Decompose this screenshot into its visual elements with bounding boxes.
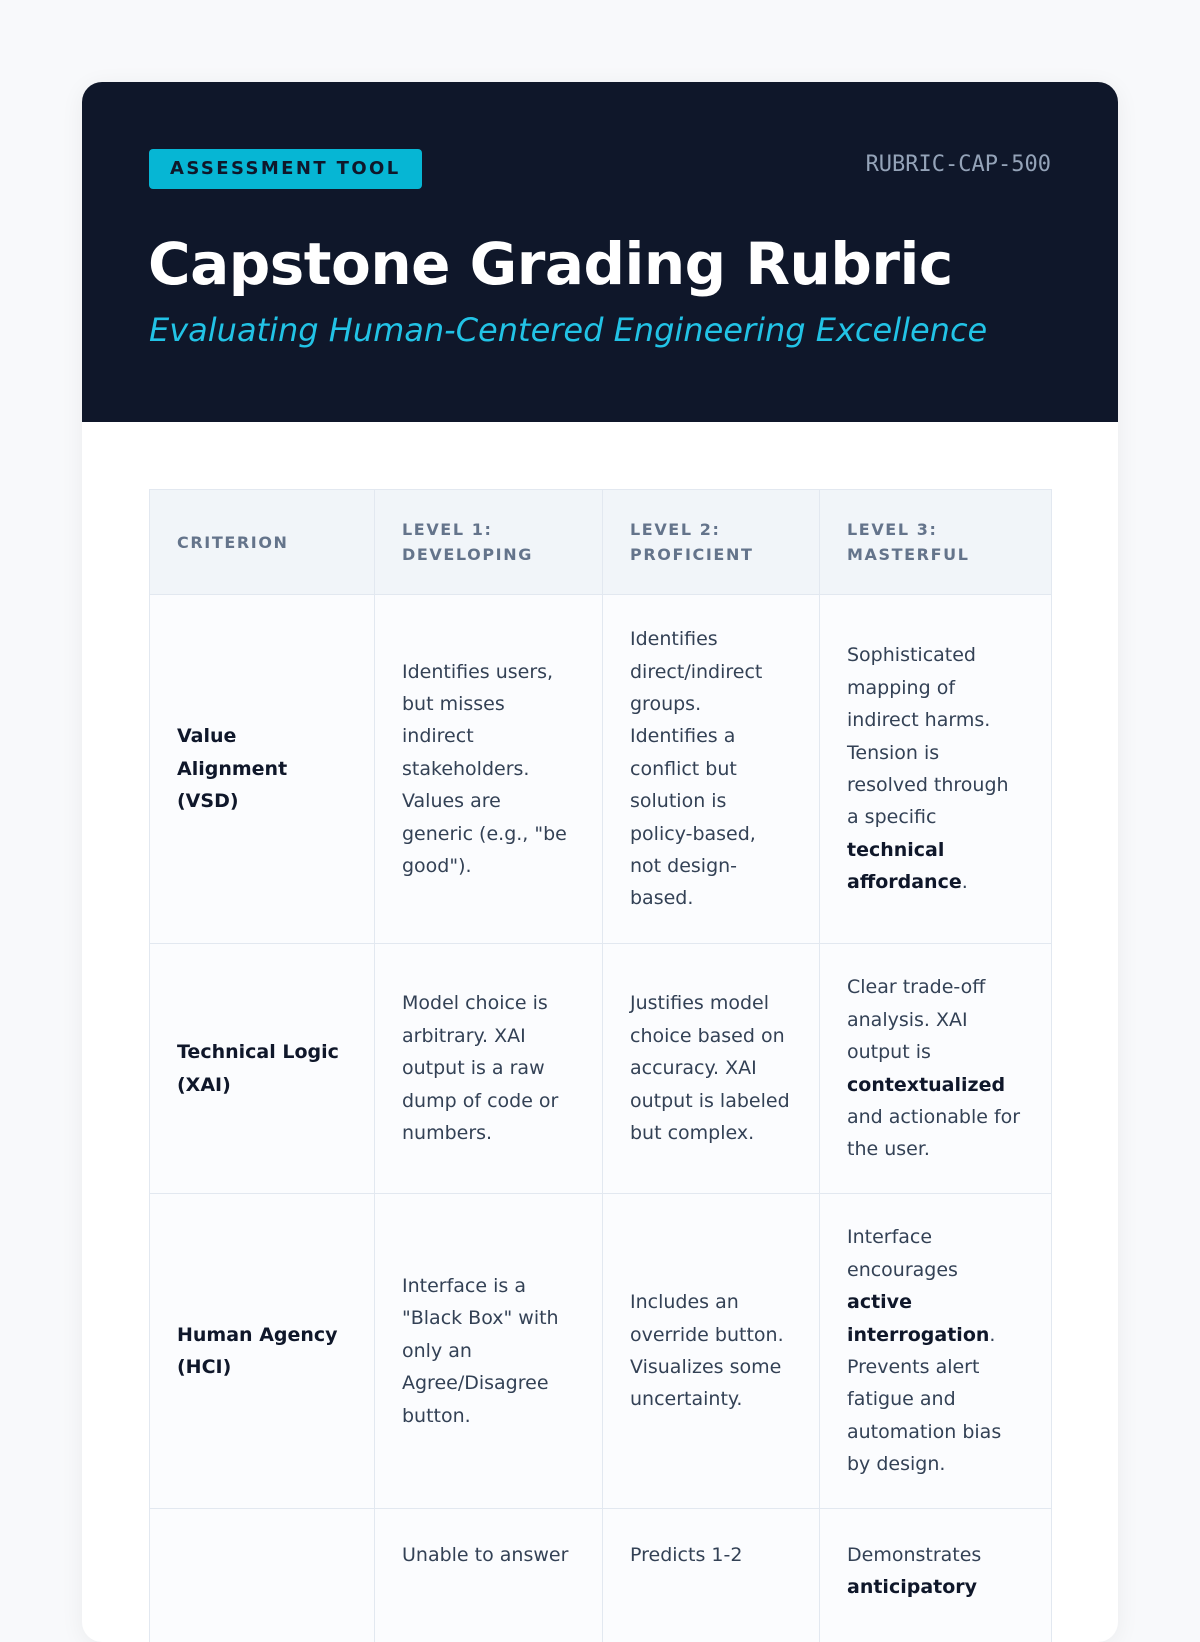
level-3-text: Sophisticated mapping of indirect harms. Tension is resolved through a specific [847, 644, 1009, 828]
level-2-cell: Justifies model choice based on accuracy. XAI output is labeled but complex. [603, 944, 820, 1194]
column-header-level-1: LEVEL 1: DEVELOPING [375, 490, 603, 595]
rubric-card [82, 82, 1118, 1642]
table-row [150, 944, 1052, 1194]
level-2-cell: Includes an override button. Visualizes some uncertainty. [603, 1194, 820, 1509]
level-1-cell: Unable to answer [375, 1509, 603, 1642]
level-3-text: Demonstrates [847, 1544, 981, 1566]
level-3-cell [820, 1194, 1052, 1509]
level-3-text-end: . [962, 871, 968, 893]
level-3-emphasis: contextualized [847, 1074, 1005, 1096]
level-2-cell: Identifies direct/indirect groups. Identifies a conflict but solution is policy-based, not design-based. [603, 595, 820, 944]
rubric-table-container [149, 489, 1051, 1642]
page-subtitle: Evaluating Human-Centered Engineering Excellence [149, 308, 987, 352]
category-badge: ASSESSMENT TOOL [149, 149, 422, 189]
document-id: RUBRIC-CAP-500 [866, 150, 1051, 180]
rubric-header [82, 82, 1118, 422]
level-3-cell [820, 1509, 1052, 1642]
level-1-cell: Identifies users, but misses indirect stakeholders. Values are generic (e.g., "be good"). [375, 595, 603, 944]
level-3-text-end: . Prevents alert fatigue and automation bias by design. [847, 1324, 1001, 1476]
level-3-text: Clear trade-off analysis. XAI output is [847, 976, 985, 1063]
level-3-cell [820, 944, 1052, 1194]
column-header-criterion: CRITERION [150, 490, 375, 595]
table-row [150, 1509, 1052, 1642]
level-3-cell [820, 595, 1052, 944]
column-header-level-3: LEVEL 3: MASTERFUL [820, 490, 1052, 595]
level-1-cell: Model choice is arbitrary. XAI output is a raw dump of code or numbers. [375, 944, 603, 1194]
level-3-text-end: and actionable for the user. [847, 1106, 1020, 1160]
criterion-cell: Human Agency (HCI) [150, 1194, 375, 1509]
criterion-cell: Technical Logic (XAI) [150, 944, 375, 1194]
level-2-cell: Predicts 1-2 [603, 1509, 820, 1642]
column-header-level-2: LEVEL 2: PROFICIENT [603, 490, 820, 595]
level-1-cell: Interface is a "Black Box" with only an Agree/Disagree button. [375, 1194, 603, 1509]
level-3-text: Interface encourages [847, 1226, 958, 1280]
rubric-table [149, 489, 1052, 1642]
page-title: Capstone Grading Rubric [148, 228, 953, 300]
level-3-emphasis: active interrogation [847, 1291, 989, 1345]
table-header-row [150, 490, 1052, 595]
criterion-cell: Value Alignment (VSD) [150, 595, 375, 944]
table-row [150, 1194, 1052, 1509]
table-row [150, 595, 1052, 944]
level-3-emphasis: technical affordance [847, 839, 962, 893]
criterion-cell [150, 1509, 375, 1642]
level-3-emphasis: anticipatory [847, 1576, 977, 1598]
